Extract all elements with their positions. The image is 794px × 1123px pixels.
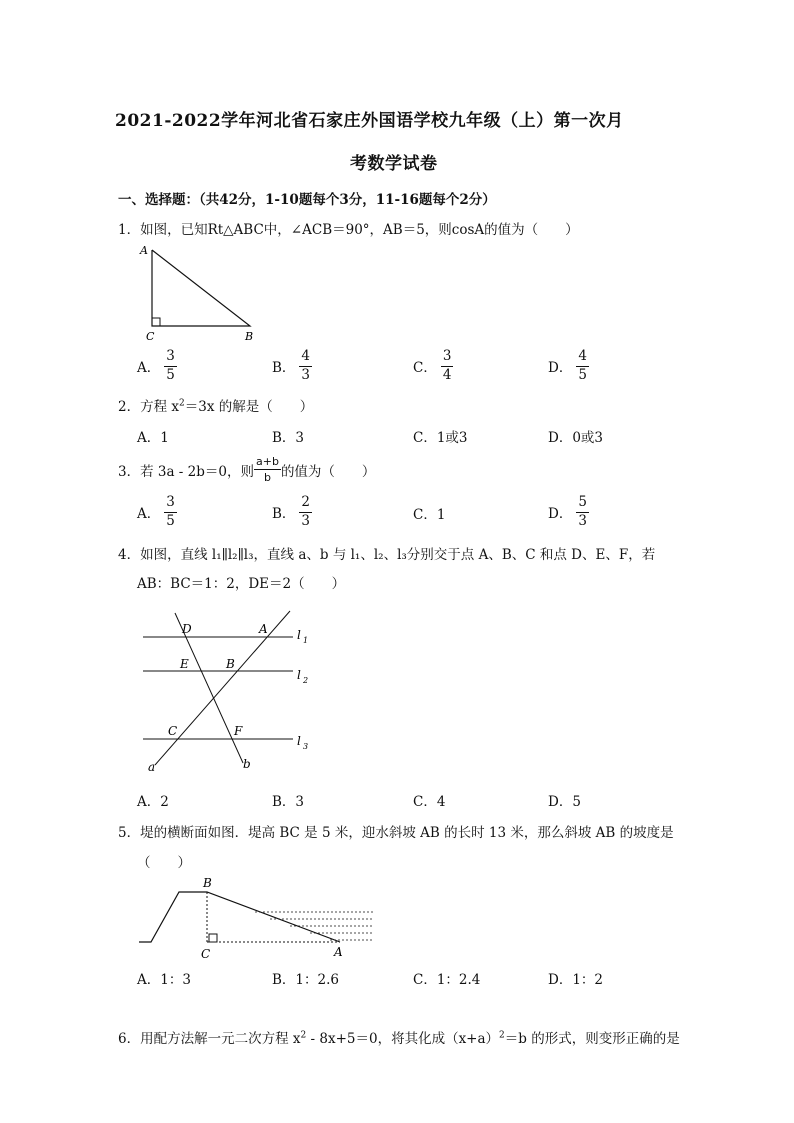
q4-option-b[interactable]: B．3 [272,794,305,810]
q6-text-pre: 6．用配方法解一元二次方程 x [118,1031,301,1047]
q3-text-post: 的值为（ ） [280,463,376,480]
q3-option-b-num: 2 [299,496,312,513]
q1-label-c: C [146,330,155,342]
q6-text-sup2: 2 [499,1030,505,1041]
q3-option-b-label: B． [272,506,296,522]
q4-option-c[interactable]: C．4 [413,794,446,810]
q2-text-sup: 2 [179,398,185,409]
q4-label-l3-sub: 3 [303,742,309,751]
question-1-text: 1．如图，已知Rt△ABC中，∠ACB＝90°，AB＝5，则cosA的值为（ ） [118,222,579,238]
section-heading: 一、选择题：（共42分，1-10题每个3分，11-16题每个2分） [118,192,496,208]
q2-text-pre: 2．方程 x [118,399,179,415]
q1-option-c[interactable] [413,350,453,382]
q4-label-b: B [226,657,235,671]
q3-option-a-den: 5 [166,512,175,529]
q1-label-a: A [140,244,148,257]
q4-label-f: F [234,724,243,738]
q1-option-d-label: D． [548,360,573,376]
q1-label-b: B [245,330,254,342]
q4-label-a: A [259,622,268,636]
q3-frac-num: a+b [255,455,279,468]
q4-label-b-line: b [243,757,251,771]
q1-option-b[interactable] [272,350,312,382]
q1-option-a-label: A． [137,360,161,376]
q3-option-d-den: 3 [578,512,587,529]
q1-option-c-label: C． [413,360,437,376]
q4-parallel-lines-diagram [135,605,325,775]
q4-option-d[interactable]: D．5 [548,794,581,810]
q3-option-a[interactable] [137,496,177,528]
q4-label-c: C [168,724,178,738]
q1-option-c-den: 4 [442,366,452,383]
q3-option-d[interactable] [548,496,589,528]
q5-label-b: B [203,876,212,890]
q1-option-b-label: B． [272,360,296,376]
q1-option-c-num: 3 [441,350,454,367]
page-title-line2: 考数学试卷 [350,154,438,174]
question-4-text-line2: AB：BC＝1：2，DE＝2（ ） [137,576,346,592]
q5-label-a: A [334,945,343,959]
q1-option-b-den: 3 [301,366,311,383]
q4-label-a-line: a [148,760,156,774]
q3-option-b-den: 3 [301,512,311,529]
q2-option-c[interactable]: C．1或3 [413,430,468,446]
q4-label-e: E [180,657,189,671]
q1-triangle-diagram [130,242,270,342]
q5-option-a[interactable]: A．1：3 [137,972,191,988]
q5-option-d[interactable]: D．1：2 [548,972,604,988]
q1-option-a-num: 3 [164,350,177,367]
q4-label-l1-sub: 1 [303,636,309,645]
q6-text-sup: 2 [300,1030,307,1041]
q1-option-d-den: 5 [578,366,587,383]
q3-option-d-num: 5 [576,496,589,513]
question-5-text-line1: 5．堤的横断面如图．堤高 BC 是 5 米，迎水斜坡 AB 的长时 13 米，那么斜坡 AB 的坡度是 [118,825,674,841]
q5-embankment-diagram [135,872,380,962]
q2-text-post: ＝3x 的解是（ ） [184,399,314,415]
q4-option-a[interactable]: A．2 [137,794,169,810]
q3-option-d-label: D． [548,506,573,522]
q3-option-a-num: 3 [164,496,177,513]
q4-label-l2: l [297,668,301,682]
q4-label-l1: l [297,628,301,642]
q1-option-a-den: 5 [166,366,175,383]
q3-frac-den: b [263,471,271,484]
question-3-text [118,456,375,483]
q3-option-c[interactable]: C．1 [413,507,446,523]
q1-option-d-num: 4 [576,350,589,367]
q4-label-l2-sub: 2 [303,676,309,685]
question-2-text [118,395,313,415]
q2-option-b[interactable]: B．3 [272,430,305,446]
question-6-text [118,1027,680,1047]
q6-text-post2: ＝b 的形式，则变形正确的是 [504,1031,680,1047]
question-5-text-line2: （ ） [137,855,191,871]
q5-option-b[interactable]: B．1：2.6 [272,972,339,988]
question-4-text-line1: 4．如图，直线 l₁∥l₂∥l₃，直线 a、b 与 l₁、l₂、l₃分别交于点 A、B、C 和点 D、E、F，若 [118,547,656,563]
q3-text-pre: 3．若 3a - 2b＝0，则 [118,463,254,480]
q1-option-b-num: 4 [299,350,312,367]
q3-option-b[interactable] [272,496,312,528]
q2-option-d[interactable]: D．0或3 [548,430,604,446]
q6-text-post: - 8x+5＝0，将其化成（x+a） [306,1031,500,1047]
q3-option-a-label: A． [137,506,161,522]
q5-label-c: C [201,947,211,961]
q4-label-l3: l [297,734,301,748]
q2-option-a[interactable]: A．1 [137,430,169,446]
page-title-line1: 2021-2022学年河北省石家庄外国语学校九年级（上）第一次月 [115,111,624,131]
q5-option-c[interactable]: C．1：2.4 [413,972,481,988]
q1-option-d[interactable] [548,350,589,382]
q4-label-d: D [182,622,192,636]
q1-option-a[interactable] [137,350,177,382]
